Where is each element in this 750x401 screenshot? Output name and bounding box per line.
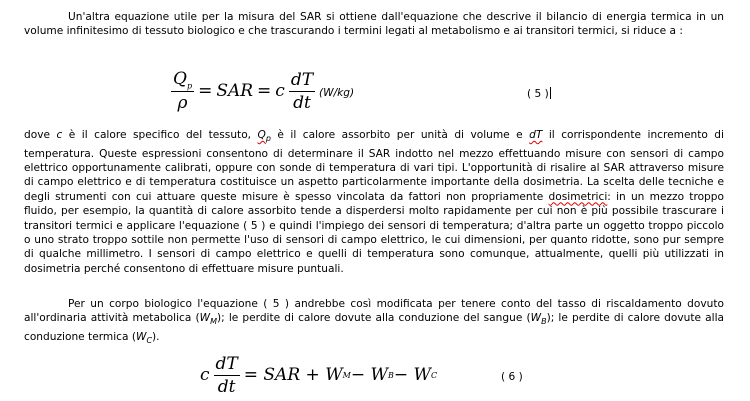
- eq5-q-sub: p: [186, 81, 193, 91]
- p3-wm-sub: M: [210, 317, 217, 327]
- p3-wm: W: [199, 312, 211, 325]
- p3-wc: W: [135, 330, 147, 343]
- eq6-dT: dT: [215, 353, 238, 374]
- eq6-minus-wb: − W: [350, 365, 388, 385]
- eq6-fraction-dT-dt: [214, 354, 240, 397]
- paragraph-intro: [24, 10, 724, 39]
- eq6-c-sub: C: [431, 370, 438, 380]
- p3-symbol-wm: [199, 312, 217, 327]
- eq5-equals-2: =: [257, 81, 272, 101]
- p2-text-2: è il calore specifico del tessuto,: [62, 129, 258, 141]
- eq5-equals-1: =: [198, 81, 213, 101]
- eq6-number: ( 6 ): [501, 371, 523, 383]
- p2-qp-sub: p: [265, 134, 271, 144]
- p2-symbol-dT: dT: [529, 129, 543, 141]
- p3-symbol-wc: [135, 330, 153, 346]
- eq6-rhs: = SAR + W: [243, 365, 343, 385]
- p2-text-5: : in un mezzo troppo fluido, per esempio, la quantità di calore assorbito tende a disperdersi molto rapidamente per cui non è più possibile trascurare i transitori termici e applicare l'equazione ( 5 ) e quindi l'impiego dei sensori di temperatura; d'altra parte un oggetto troppo piccolo o uno strato troppo sottile non permette l'uso di sensori di campo elettrico, le cui dimensioni, per quanto ridotte, sono pur sempre di qualche millimetro. I sensori di campo elettrico e quelli di temperatura sono comunque, attualmente, quelli più utilizzati in dosimetria perché consentono di effettuare misure puntuali.: [24, 190, 724, 275]
- p3-wb-sub: B: [541, 317, 547, 327]
- eq5-q: Q: [173, 68, 187, 89]
- p3-text-2: ); le perdite di calore dovute alla conduzione del sangue (: [217, 312, 531, 325]
- p2-text-3: è il calore assorbito per unità di volume e: [270, 129, 530, 141]
- text-cursor: [550, 87, 551, 99]
- p2-word-dosimetrici: dosimetrici: [548, 190, 608, 203]
- eq5-number: [527, 87, 551, 100]
- p3-symbol-wb: [530, 312, 547, 327]
- eq5-c: c: [275, 81, 285, 101]
- eq5-sar: SAR: [216, 81, 254, 101]
- p2-symbol-qp: [257, 129, 271, 144]
- paragraph-explanation: [24, 128, 724, 276]
- p2-text-4: il corrispondente incremento di temperatura. Queste espressioni consentono di determinare il SAR indotto nel mezzo effettuando misure con sensori di campo elettrico opportunamente calibrati, oppure con sonde di temperatura di vari tipi. L'opportunità di risalire al SAR attraverso misure di campo elettrico e di temperatura costituisce un aspetto particolarmente importante della dosimetria. La scelta delle tecniche e degli strumenti con cui attuare queste misure è spesso vincolata da fattori non propriamente: [24, 129, 724, 203]
- p3-text-4: ).: [152, 330, 160, 343]
- equation-6: [200, 352, 437, 398]
- fraction-dT-dt: [289, 70, 315, 113]
- eq6-minus-wc: − W: [393, 365, 432, 385]
- equation-5: [171, 62, 315, 120]
- eq6-c: c: [200, 365, 210, 385]
- p2-text-1: dove: [24, 129, 57, 141]
- eq6-dt: dt: [217, 376, 236, 397]
- eq5-dt: dt: [293, 92, 311, 113]
- p2-symbol-c: c: [56, 129, 63, 141]
- p2-qp: Q: [257, 129, 266, 141]
- eq5-unit: (W/kg): [319, 87, 355, 99]
- eq5-dT: dT: [290, 69, 314, 90]
- eq5-number-text: ( 5 ): [527, 88, 549, 100]
- eq6-m-sub: M: [342, 370, 351, 380]
- p3-text-3: ); le perdite di calore dovute alla conduzione termica (: [24, 312, 725, 343]
- p3-text-1: Per un corpo biologico l'equazione ( 5 ) andrebbe così modificata per tenere conto del tasso di riscaldamento dovuto all'ordinaria attività metabolica (: [24, 298, 724, 325]
- eq6-b-sub: B: [388, 370, 394, 380]
- eq5-rho: ρ: [177, 93, 188, 114]
- p3-wc-sub: C: [146, 336, 153, 346]
- fraction-q-over-rho: [171, 69, 194, 113]
- paragraph-biological: [24, 297, 724, 348]
- paragraph-intro-text: Un'altra equazione utile per la misura del SAR si ottiene dall'equazione che descrive il bilancio di energia termica in un volume infinitesimo di tessuto biologico e che trascurando i termini legati al metabolismo e ai transitori termici, si riduce a :: [24, 11, 724, 38]
- p3-wb: W: [530, 312, 542, 325]
